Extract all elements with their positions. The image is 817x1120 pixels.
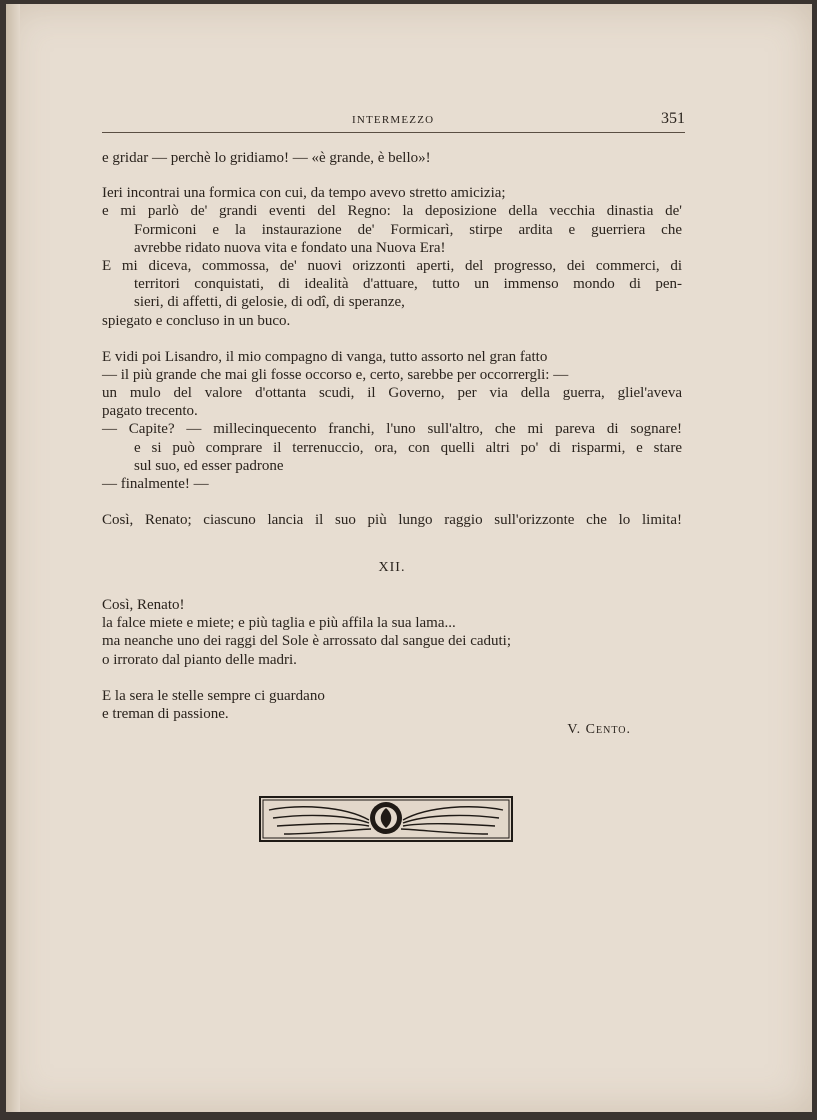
text-line: un mulo del valore d'ottanta scudi, il Governo, per via della guerra, gliel'aveva (102, 385, 682, 402)
verse-line: la falce miete e miete; e più taglia e più affila la sua lama... (102, 615, 456, 632)
text-line: e mi parlò de' grandi eventi del Regno: la deposizione della vecchia dinastia de' (102, 203, 682, 220)
body-text (102, 149, 682, 529)
text-line: Così, Renato; ciascuno lancia il suo più lungo raggio sull'orizzonte che lo limita! (102, 512, 682, 529)
winged-emblem-icon (259, 796, 513, 842)
section-text (102, 596, 682, 723)
verse-line: Così, Renato! (102, 597, 185, 613)
text-line: E mi diceva, commossa, de' nuovi orizzonti aperti, del progresso, dei commerci, di (102, 257, 682, 274)
page-edge (6, 4, 20, 1112)
text-line: sieri, di affetti, di gelosie, di odî, di speranze, (134, 294, 405, 311)
verse-line: E la sera le stelle sempre ci guardano (102, 687, 325, 704)
text-line: E vidi poi Lisandro, il mio compagno di vanga, tutto assorto nel gran fatto (102, 348, 548, 365)
running-head: INTERMEZZO (352, 114, 435, 126)
text-line: e si può comprare il terrenuccio, ora, con quelli altri po' di risparmi, e stare (134, 439, 682, 456)
verse-line: o irrorato dal pianto delle madri. (102, 651, 297, 668)
text-line: avrebbe ridato nuova vita e fondato una Nuova Era! (134, 239, 446, 256)
page-header (102, 110, 685, 134)
author-signature: V. Cento. (567, 722, 631, 737)
book-page (6, 4, 812, 1112)
stanza-gap (102, 493, 682, 511)
stanza-gap (102, 167, 682, 184)
stanza-gap (102, 669, 682, 687)
text-line: — finalmente! — (102, 476, 209, 492)
text-line: e gridar — perchè lo gridiamo! — «è grande, è bello»! (102, 150, 431, 166)
section-title: XII. (378, 560, 406, 575)
verse-line: ma neanche uno dei raggi del Sole è arrossato dal sangue dei caduti; (102, 633, 512, 650)
text-line: pagato trecento. (102, 403, 198, 420)
stanza-gap (102, 330, 682, 348)
text-line: sul suo, ed esser padrone (134, 457, 284, 474)
text-line: spiegato e concluso in un buco. (102, 312, 291, 329)
text-line: Formiconi e la instaurazione de' Formicarì, stirpe ardita e guerriera che (134, 221, 682, 238)
header-rule (102, 132, 685, 133)
text-line: — Capite? — millecinquecento franchi, l'uno sull'altro, che mi pareva di sognare! (102, 421, 682, 438)
text-line: Ieri incontrai una formica con cui, da tempo avevo stretto amicizia; (102, 185, 506, 202)
verse-line: e treman di passione. (102, 705, 229, 722)
page-number: 351 (661, 110, 685, 127)
text-line: territori conquistati, di idealità d'attuare, tutto un immenso mondo di pen- (134, 276, 682, 293)
text-line: — il più grande che mai gli fosse occorso e, certo, sarebbe per occorrergli: — (102, 366, 569, 383)
